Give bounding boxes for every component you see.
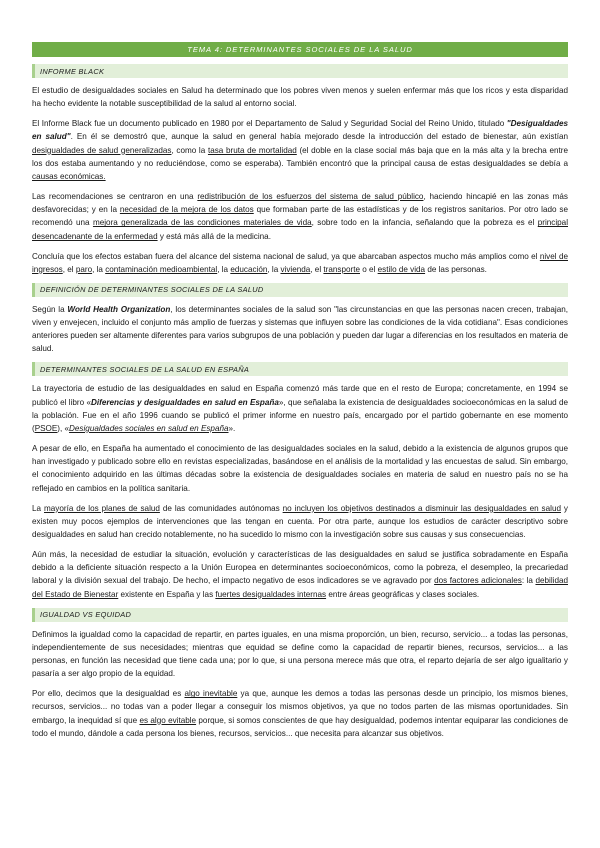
paragraph: Definimos la igualdad como la capacidad de repartir, en partes iguales, en una misma proporción, un bien, recurso, servicio... a todas las personas, independientemente de sus necesidades; mientras que equidad se define como la capacidad de repartir bienes, recursos, servicios... a las personas, en función las necesidad que tiene cada una; por lo que, si una persona merece más que otra, el reparto dejaría de ser algo igualitario y pasaría a ser algo propio de la equidad. [32, 629, 568, 679]
section-header-definicion: DEFINICIÓN DE DETERMINANTES SOCIALES DE LA SALUD [32, 283, 568, 297]
paragraph: La mayoría de los planes de salud de las comunidades autónomas no incluyen los objetivos destinados a disminuir las desigualdades en salud y existen muy pocos ejemplos de intervenciones que las tengan en cuenta. Por otra parte, aunque los estudios de carácter descriptivo sobre desigualdades en salud han crecido notablemente, no ha sucedido lo mismo con la investigación sobre sus causas y sus consecuencias. [32, 503, 568, 540]
paragraph: Aún más, la necesidad de estudiar la situación, evolución y características de las desigualdades en salud se justifica sobradamente en España debido a la deficiente situación respecto a la Unión Europea en determinantes socioeconómicos, como la pobreza, el desempleo, la precariedad laboral y la división sexual del trabajo. De hecho, el impacto negativo de esos indicadores se ve agravado por dos factores adicionales: la debilidad del Estado de Bienestar existente en España y las fuertes desigualdades internas entre áreas geográficas y clases sociales. [32, 550, 568, 599]
paragraph: Según la World Health Organization, los determinantes sociales de la salud son "las circunstancias en que las personas nacen crecen, trabajan, viven y envejecen, incluido el conjunto más amplio de fuerzas y sistemas que influyen sobre las condiciones de la vida cotidiana". Esas condiciones anteriores pueden ser altamente diferentes para varios subgrupos de una población y pueden dar lugar a diferencias en los resultados en materia de salud. [32, 304, 569, 354]
paragraph: A pesar de ello, en España ha aumentado el conocimiento de las desigualdades sociales en la salud, debido a la existencia de algunos grupos que han investigado y publicado sobre ello en revistas especializadas, basándose en el análisis de la mortalidad y las encuestas de salud. Sin embargo, el conocimiento adquirido en las últimas décadas sobre la existencia de desigualdades sociales en materia de salud en nuestro país no se ha reflejado en cambios en la política sanitaria. [32, 444, 568, 493]
paragraph: Por ello, decimos que la desigualdad es algo inevitable ya que, aunque les demos a todas las personas desde un principio, los mismos bienes, recursos, servicios... no todas van a poder llegar a conseguir los mismos objetivos, ya que no todos parten de las mismas oportunidades. Sin embargo, la inequidad sí que es algo evitable porque, si somos conscientes de que hay desigualdad, podemos intentar equiparar las condiciones de todo el mundo, dándole a cada persona los bienes, recursos, servicios... que necesita para alcanzar sus objetivos. [32, 689, 569, 738]
document-page [32, 42, 568, 747]
paragraph: El estudio de desigualdades sociales en Salud ha determinado que los pobres viven menos y suelen enfermar más que los ricos y esta disparidad ha hecho evidente la notable susceptibilidad de la salud al entorno social. [32, 86, 568, 109]
section-header-informe-black: INFORME BLACK [32, 64, 568, 78]
section-header-igualdad: IGUALDAD VS EQUIDAD [32, 608, 568, 622]
paragraph: Las recomendaciones se centraron en una redistribución de los esfuerzos del sistema de salud público, haciendo hincapié en las zonas más desfavorecidas; y en la necesidad de la mejora de los datos que formaban parte de las estadísticas y de los registros sanitarios. Por otro lado se recomendó una mejora generalizada de las condiciones materiales de vida, sobre todo en la infancia, señalando que la pobreza es el principal desencadenante de la enfermedad y está más allá de la medicina. [32, 192, 568, 241]
section-header-espana: DETERMINANTES SOCIALES DE LA SALUD EN ESPAÑA [32, 362, 568, 376]
topic-title: TEMA 4: DETERMINANTES SOCIALES DE LA SALUD [187, 45, 413, 54]
paragraph: Concluía que los efectos estaban fuera del alcance del sistema nacional de salud, ya que abarcaban aspectos mucho más amplios como el nivel de ingresos, el paro, la contaminación medioambiental, la educación, la vivienda, el transporte o el estilo de vida de las personas. [32, 251, 568, 274]
topic-title-bar [32, 42, 568, 57]
paragraph: El Informe Black fue un documento publicado en 1980 por el Departamento de Salud y Seguridad Social del Reino Unido, titulado "Desigualdades en salud". En él se demostró que, aunque la salud en general había mejorado desde la introducción del estado de bienestar, aún existían desigualdades de salud generalizadas, como la tasa bruta de mortalidad (el doble en la clase social más baja que en la más alta y la brecha entre los dos estaba aumentando y no reduciéndose, como se esperaba). También encontró que la principal causa de estas desigualdades se debía a causas económicas. [32, 119, 568, 182]
paragraph: La trayectoria de estudio de las desigualdades en salud en España comenzó más tarde que en el resto de Europa; concretamente, en 1994 se publicó el libro «Diferencias y desigualdades en salud en España», que señalaba la existencia de desigualdades socioeconómicas en la salud de la población. Fue en el año 1996 cuando se publicó el primer informe en nuestro país, encargado por el partido gobernante en ese momento (PSOE), «Desigualdades sociales en salud en España». [32, 384, 569, 434]
